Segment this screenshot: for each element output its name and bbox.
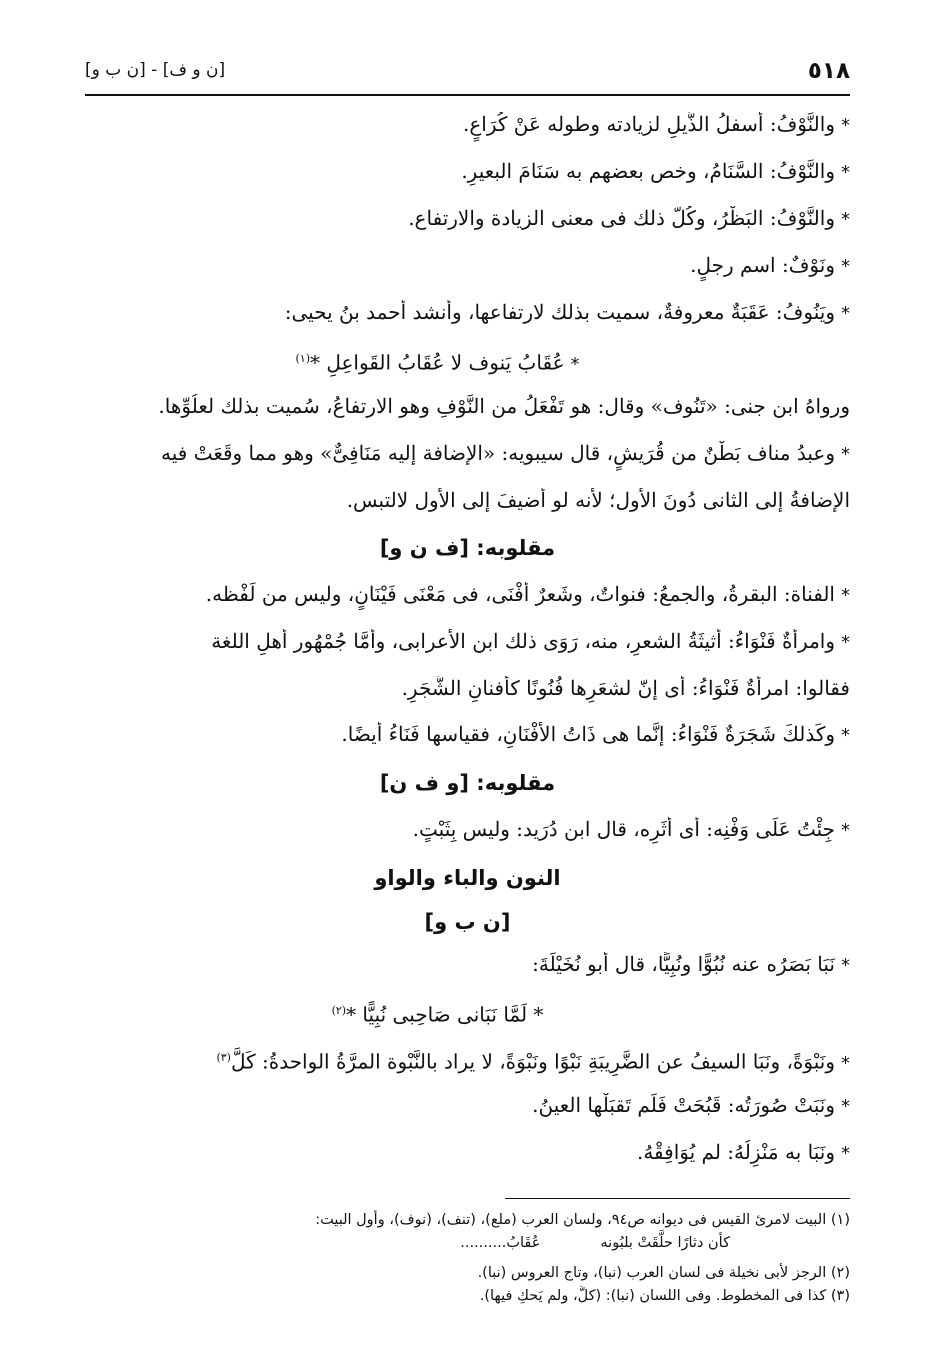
- footnote-ref: (١): [295, 352, 310, 365]
- entry-line: *والنَّوْفُ: السَّنَامُ، وخص بعضهم به سَنَامَ البعيرِ.: [461, 159, 850, 183]
- header-rule: [85, 94, 850, 96]
- section-heading: [ن ب و]: [424, 910, 511, 934]
- entry-line: *والنَّوْفُ: البَظْرُ، وكُلٌّ ذلك فى معنى الزيادة والارتفاع.: [408, 206, 850, 230]
- footnote: (٣) كذا فى المخطوط. وفى اللسان (نبا): (كلَّ، ولم يَحكِ فيها).: [479, 1288, 850, 1304]
- entry-line: الإضافةُ إلى الثانى دُونَ الأول؛ لأنه لو أُضيفَ إلى الأول لالتبس.: [346, 488, 850, 512]
- footnote-ref: (٢): [331, 1004, 347, 1017]
- page-header: [85, 58, 850, 92]
- footnote-verse: [85, 1233, 850, 1263]
- footnotes: [85, 1210, 850, 1309]
- star-glyph: *: [841, 303, 850, 324]
- verse-line: * لَمَّا نَبَانى صَاحِبى نُبِيًّا *$^{(٢)}$: [331, 1002, 544, 1027]
- entry-line: *الفناة: البقرةُ، والجمعُ: فنواتٌ، وشَعرٌ أَفْنَى، فى مَعْنَى فَيْنَانٍ، وليس من لَفْظه.: [205, 582, 850, 606]
- section-heading: مقلوبه: [و ف ن]: [379, 771, 556, 795]
- verse-hemistich: كأن دثارًا حلَّقَتْ بلبُونه: [600, 1235, 730, 1251]
- star-glyph: *: [841, 444, 850, 465]
- entry-line: *وعبدُ مناف بَطْنٌ من قُرَيشٍ، قال سيبويه: «الإضافة إليه مَنَافِىٌّ» وهو مما وقَعَتْ فيه: [161, 441, 850, 465]
- star-glyph: *: [841, 209, 850, 230]
- star-glyph: *: [841, 955, 850, 976]
- entry-line: *نَبَا بَصَرُه عنه نُبُوًّا ونُبِيًّا، قال أبو نُخَيْلَةَ:: [532, 952, 850, 976]
- star-glyph: *: [841, 632, 850, 653]
- star-glyph: *: [841, 820, 850, 841]
- verse-line: *عُقَابُ يَنوف لا عُقَابُ القَواعِلِ *$^{(١)}$: [295, 350, 580, 375]
- star-glyph: *: [841, 725, 850, 746]
- entry-line: *وامرأةٌ فَنْوَاءُ: أثيثَةُ الشعرِ، منه، رَوَى ذلك ابن الأعرابى، وأمَّا جُمْهُور أهلِ اللغة: [211, 629, 850, 653]
- footnote-ref: (٣): [216, 1051, 231, 1064]
- entry-line: *ونَبْوَةً، ونَبَا السيفُ عن الضَّرِيبَةِ نَبْوًا ونَبْوَةً، لا يراد بالنَّبْوة المرَّةُ الواحدةُ: كَلَّ$^{(٣)}$: [216, 1049, 850, 1074]
- star-glyph: *: [841, 1052, 850, 1074]
- running-head: [ن و ف] - [ن ب و]: [85, 60, 226, 80]
- entry-line: فقالوا: امرأةٌ فَنْوَاءُ: أى إنّ لشعَرِها فُنُونًا كأفنانِ الشَّجَرِ.: [401, 676, 850, 700]
- footnote: (١) البيت لامرئ القيس فى ديوانه ص٩٤، ولسان العرب (ملع)، (تنف)، (نوف)، وأول البيت:: [315, 1212, 850, 1228]
- footnote-rule: [505, 1198, 850, 1199]
- star-glyph: *: [841, 1143, 850, 1164]
- footnote: (٢) الرجز لأبى نخيلة فى لسان العرب (نبا)، وتاج العروس (نبا).: [477, 1265, 850, 1281]
- entry-line: ورواهُ ابن جنى: «تَنُوف» وقال: هو تَفْعَلُ من النَّوْفِ وهو الارتفاعُ، سُميت بذلك لعلُوِّها.: [158, 394, 850, 418]
- chapter-title: النون والباء والواو: [374, 866, 561, 890]
- entry-line: *ونَبَا به مَنْزِلُهُ: لم يُوَافِقْهُ.: [636, 1140, 850, 1164]
- star-glyph: *: [841, 115, 850, 136]
- main-text: [85, 112, 850, 1187]
- entry-line: *جِئْتُ عَلَى وَفْنِه: أى أثَرِه، قال ابن دُرَيد: وليس بِثَبْتٍ.: [412, 817, 850, 841]
- verse-hemistich: عُقَابُ..........: [460, 1235, 541, 1251]
- star-glyph: *: [841, 585, 850, 606]
- star-glyph: *: [841, 162, 850, 183]
- star-glyph: *: [570, 353, 580, 375]
- entry-line: *ونَبَتْ صُورَتُه: قَبُحَتْ فَلَم تَقبَلْها العينُ.: [532, 1093, 850, 1117]
- entry-line: *ونَوْفٌ: اسم رجلٍ.: [690, 253, 850, 277]
- entry-line: *والنَّوْفُ: أسفلُ الذَّيلِ لزيادته وطوله عَنْ كُرَاعٍ.: [462, 112, 850, 136]
- entry-line: *ويَنُوفُ: عَقَبَةٌ معروفةٌ، سميت بذلك لارتفاعها، وأنشد أحمد بنُ يحيى:: [284, 300, 850, 324]
- section-heading: مقلوبه: [ف ن و]: [379, 536, 556, 560]
- entry-line: *وكَذلكَ شَجَرَةٌ فَنْوَاءُ: إنَّما هى ذَاتُ الأَفْنَانِ، فقياسها فَنَاءُ أيضًا.: [341, 722, 850, 746]
- star-glyph: *: [841, 256, 850, 277]
- star-glyph: *: [841, 1096, 850, 1117]
- page-number: ٥١٨: [807, 58, 850, 84]
